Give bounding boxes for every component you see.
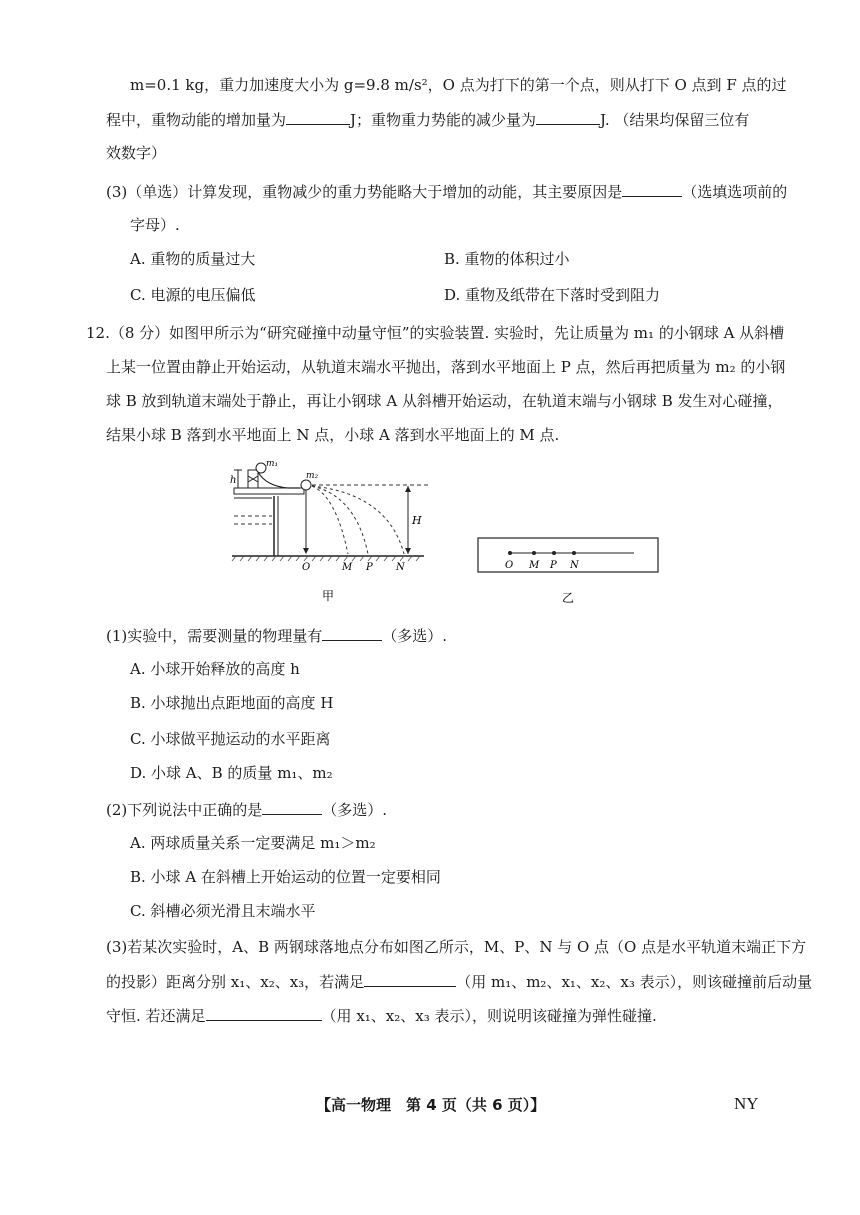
text-segment: （用 m₁、m₂、x₁、x₂、x₃ 表示），则该碰撞前后动量: [456, 973, 813, 991]
sub-question-3: (3)若某次实验时，A、B 两钢球落地点分布如图乙所示，M、P、N 与 O 点（O 点是水平轨道末端正下方: [106, 938, 807, 956]
text-line: 效数字）: [106, 144, 167, 162]
question-stem: [106, 180, 787, 203]
figure-caption-jia: 甲: [322, 589, 335, 603]
option-a: A. 小球开始释放的高度 h: [130, 660, 300, 678]
text-segment: J；重物重力势能的减少量为: [350, 111, 537, 129]
text-segment: 守恒. 若还满足: [106, 1007, 206, 1025]
point-label-m: M: [529, 560, 540, 571]
page-footer: 【高一物理 第 4 页（共 6 页）】: [316, 1096, 546, 1114]
answer-blank[interactable]: [206, 1004, 322, 1021]
text-segment: (2)下列说法中正确的是: [106, 801, 263, 819]
point-label-m: M: [342, 562, 353, 573]
option-a: A. 重物的质量过大: [130, 250, 256, 268]
text-segment: (3)（单选）计算发现，重物减少的重力势能略大于增加的动能，其主要原因是: [106, 183, 623, 201]
point-label-n: N: [396, 562, 405, 573]
option-c: C. 电源的电压偏低: [130, 286, 256, 304]
question-12-stem: 12.（8 分）如图甲所示为“研究碰撞中动量守恒”的实验装置. 实验时，先让质量为 m₁ 的小钢球 A 从斜槽: [86, 324, 785, 342]
text-segment: J. （结果均保留三位有: [600, 111, 750, 129]
option-a: A. 两球质量关系一定要满足 m₁＞m₂: [130, 834, 376, 852]
label-m1: m₁: [266, 459, 279, 469]
apparatus-diagram: [228, 456, 438, 606]
figure-yi: [474, 536, 664, 608]
figure-jia: [228, 456, 438, 606]
answer-blank[interactable]: [262, 798, 322, 815]
point-label-p: P: [550, 560, 557, 571]
text-line: 上某一位置由静止开始运动，从轨道末端水平抛出，落到水平地面上 P 点，然后再把质量为 m₂ 的小钢: [106, 358, 786, 376]
text-segment: （选填选项前的: [682, 183, 788, 201]
text-line: 结果小球 B 落到水平地面上 N 点，小球 A 落到水平地面上的 M 点.: [106, 426, 560, 444]
text-segment: (1)实验中，需要测量的物理量有: [106, 627, 323, 645]
option-d: D. 小球 A、B 的质量 m₁、m₂: [130, 764, 333, 782]
point-label-o: O: [302, 562, 311, 573]
text-line: 字母）.: [130, 216, 180, 234]
label-H: H: [412, 514, 422, 527]
answer-blank[interactable]: [364, 970, 456, 987]
footer-code: NY: [734, 1094, 759, 1113]
text-segment: （多选）.: [382, 627, 448, 645]
paper-strip-diagram: [474, 536, 664, 608]
text-segment: 程中，重物动能的增加量为: [106, 111, 287, 129]
text-line: m=0.1 kg，重力加速度大小为 g=9.8 m/s²，O 点为打下的第一个点，则从打下 O 点到 F 点的过: [130, 76, 787, 94]
text-segment: 的投影）距离分别 x₁、x₂、x₃，若满足: [106, 973, 365, 991]
option-c: C. 斜槽必须光滑且末端水平: [130, 902, 316, 920]
point-label-o: O: [505, 560, 514, 571]
answer-blank[interactable]: [286, 108, 350, 125]
label-m2: m₂: [306, 471, 319, 481]
point-label-p: P: [366, 562, 373, 573]
figure-caption-yi: 乙: [562, 591, 575, 605]
point-label-n: N: [570, 560, 579, 571]
answer-blank[interactable]: [322, 624, 382, 641]
option-b: B. 小球 A 在斜槽上开始运动的位置一定要相同: [130, 868, 441, 886]
option-c: C. 小球做平抛运动的水平距离: [130, 730, 331, 748]
text-segment: （用 x₁、x₂、x₃ 表示），则说明该碰撞为弹性碰撞.: [321, 1007, 657, 1025]
label-h: h: [230, 475, 237, 486]
option-d: D. 重物及纸带在下落时受到阻力: [444, 286, 661, 304]
text-line: [106, 970, 812, 993]
option-b: B. 小球抛出点距地面的高度 H: [130, 694, 334, 712]
text-line: [106, 1004, 657, 1027]
answer-blank[interactable]: [622, 180, 682, 197]
text-line: [106, 108, 749, 131]
text-line: 球 B 放到轨道末端处于静止，再让小钢球 A 从斜槽开始运动，在轨道末端与小钢球 B 发生对心碰撞，: [106, 392, 783, 410]
answer-blank[interactable]: [536, 108, 600, 125]
option-b: B. 重物的体积过小: [444, 250, 570, 268]
sub-question-1: [106, 624, 447, 647]
text-segment: （多选）.: [322, 801, 388, 819]
sub-question-2: [106, 798, 387, 821]
